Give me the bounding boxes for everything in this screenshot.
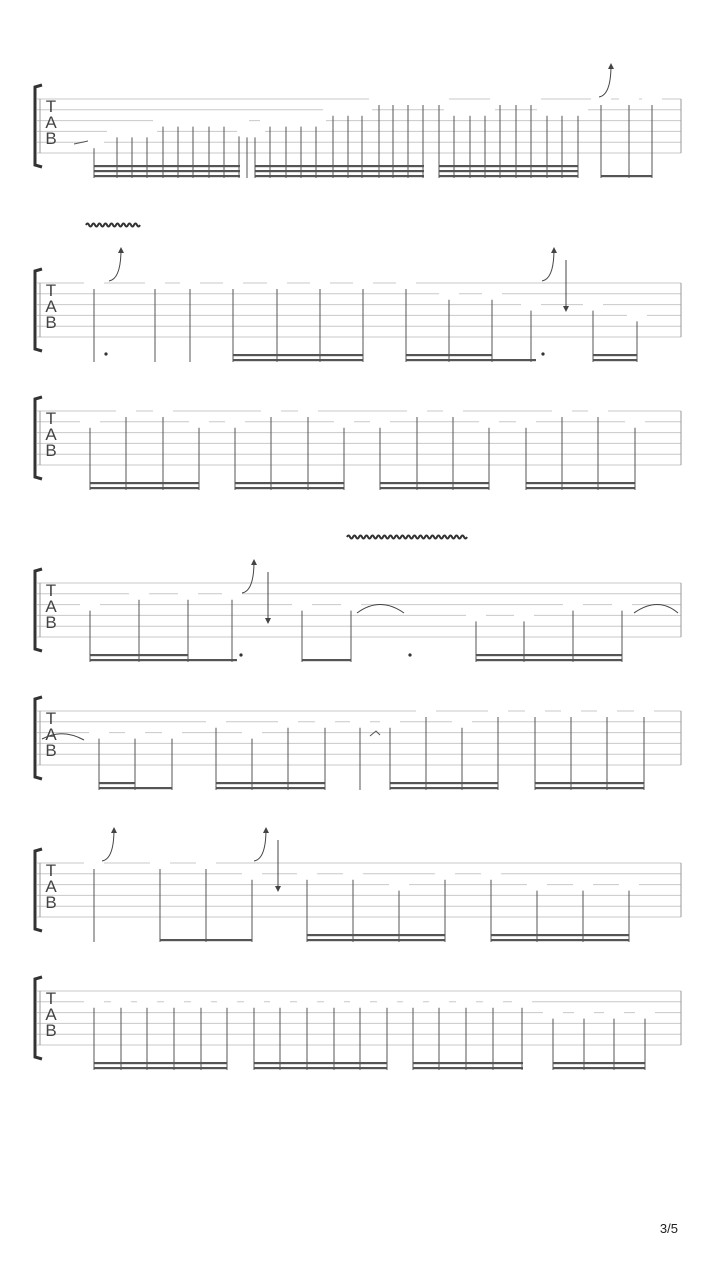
note-backdrop [407,405,427,416]
note-backdrop [242,868,262,879]
tab-clef-b: B [45,441,57,460]
tie-arc [634,605,678,614]
note-backdrop [178,588,198,599]
note-beam [94,1062,227,1064]
tab-clef-b: B [45,741,57,760]
note-backdrop [350,716,370,727]
tab-clef-a: A [45,425,57,444]
note-backdrop [84,996,104,1007]
note-backdrop [150,857,170,868]
note-backdrop [229,115,249,126]
bend-arrow [542,249,554,281]
note-backdrop [452,716,472,727]
note-beam [492,359,536,361]
note-backdrop [625,416,645,427]
note-backdrop [334,416,354,427]
note-beam [526,482,635,484]
note-backdrop [261,405,281,416]
note-beam [255,175,424,177]
note-beam [491,934,629,936]
note-backdrop [597,705,617,716]
note-backdrop [270,996,290,1007]
note-backdrop [483,996,503,1007]
note-backdrop [164,996,184,1007]
note-backdrop [292,599,312,610]
note-backdrop [145,277,165,288]
note-backdrop [116,405,136,416]
note-beam [90,482,199,484]
note-backdrop [466,609,486,620]
note-backdrop [310,277,330,288]
note-backdrop [278,716,298,727]
note-beam [90,487,199,489]
note-backdrop [627,309,647,320]
note-backdrop [634,705,654,716]
system-bracket [35,977,42,1059]
note-beam [439,175,578,177]
note-backdrop [481,868,501,879]
tab-clef-b: B [45,1021,57,1040]
note-backdrop [482,288,502,299]
rhythm-dot [541,352,544,355]
note-beam [90,654,188,656]
note-backdrop [456,996,476,1007]
tab-system [35,697,681,790]
note-backdrop [137,996,157,1007]
note-backdrop [583,299,603,310]
note-backdrop [521,299,541,310]
note-beam [439,165,578,167]
note-beam [216,787,325,789]
note-backdrop [162,727,182,738]
note-backdrop [525,705,545,716]
note-backdrop [521,93,541,104]
note-backdrop [341,599,361,610]
note-backdrop [591,93,611,104]
rhythm-dot [408,653,411,656]
note-backdrop [137,125,157,136]
note-backdrop [196,857,216,868]
note-backdrop [129,588,149,599]
system-bracket [35,397,42,479]
system-bracket [35,85,42,167]
note-beam [491,939,629,941]
release-arrow-head [563,306,569,312]
note-backdrop [380,716,400,727]
tab-clef-a: A [45,113,57,132]
note-backdrop [439,288,459,299]
note-beam [526,487,635,489]
note-backdrop [223,277,243,288]
note-backdrop [568,104,588,115]
note-backdrop [324,996,344,1007]
tab-system [35,559,681,662]
bend-arrow [599,65,611,97]
bend-arrow [242,561,254,593]
tab-clef-a: A [45,877,57,896]
tab-clef-t: T [45,409,57,428]
note-beam [99,787,135,789]
note-backdrop [443,405,463,416]
rhythm-dot [239,653,242,656]
note-backdrop [416,705,436,716]
note-backdrop [573,879,593,890]
note-backdrop [561,705,581,716]
note-backdrop [479,416,499,427]
tab-clef-b: B [45,313,57,332]
tie-arc [357,605,404,614]
tab-clef-t: T [45,581,57,600]
tab-clef-a: A [45,1005,57,1024]
note-backdrop [396,277,416,288]
note-backdrop [588,405,608,416]
note-backdrop [306,115,326,126]
note-backdrop [267,277,287,288]
tab-clef-t: T [45,97,57,116]
note-backdrop [84,857,104,868]
note-backdrop [389,879,409,890]
note-beam [254,1067,387,1069]
vibrato-mark [86,224,140,227]
tab-clef-a: A [45,725,57,744]
tab-system [35,63,681,178]
note-backdrop [429,996,449,1007]
note-backdrop [370,416,390,427]
note-backdrop [635,1007,655,1018]
note-backdrop [574,1007,594,1018]
tab-clef-b: B [45,893,57,912]
note-backdrop [343,868,363,879]
tab-clef-b: B [45,613,57,632]
note-backdrop [189,416,209,427]
note-beam [390,787,498,789]
note-beam [413,1062,523,1064]
release-arrow-head [275,886,281,892]
note-backdrop [125,727,145,738]
note-backdrop [242,727,262,738]
bend-arrow-head [263,827,269,833]
note-backdrop [244,996,264,1007]
note-beam [188,659,237,661]
note-backdrop [612,599,632,610]
note-backdrop [475,104,495,115]
note-backdrop [377,996,397,1007]
note-beam [380,482,489,484]
system-bracket [35,269,42,351]
note-backdrop [563,599,583,610]
note-beam [476,654,622,656]
page-number: 3/5 [659,1221,678,1236]
note-beam [94,175,240,177]
bend-arrow-head [608,63,614,69]
note-backdrop [217,996,237,1007]
note-backdrop [543,1007,563,1018]
vibrato-mark [347,536,467,539]
note-backdrop [352,104,372,115]
bend-arrow-head [111,827,117,833]
note-backdrop [403,996,423,1007]
note-backdrop [180,277,200,288]
bend-arrow-head [551,247,557,253]
tab-clef-t: T [45,709,57,728]
note-backdrop [552,405,572,416]
release-arrow-head [265,618,271,624]
system-bracket [35,697,42,779]
note-beam [406,354,492,356]
note-backdrop [153,405,173,416]
note-backdrop [514,609,534,620]
bend-arrow-head [118,247,124,253]
note-beam [601,175,652,177]
system-bracket [35,849,42,931]
note-backdrop [298,405,318,416]
note-beam [255,165,424,167]
slide-line [370,731,380,736]
note-backdrop [80,599,100,610]
note-beam [535,787,644,789]
tab-system [35,397,681,490]
note-beam [307,939,445,941]
note-backdrop [297,996,317,1007]
tab-clef-t: T [45,281,57,300]
note-backdrop [206,716,226,727]
bend-arrow [254,829,266,861]
note-backdrop [516,416,536,427]
note-beam [439,170,578,172]
note-beam [476,659,622,661]
note-backdrop [512,996,532,1007]
tab-clef-t: T [45,861,57,880]
note-beam [235,482,344,484]
note-beam [235,487,344,489]
note-beam [233,359,363,361]
note-backdrop [80,416,100,427]
note-beam [390,782,498,784]
note-beam [206,939,252,941]
note-backdrop [84,277,104,288]
note-backdrop [488,705,508,716]
note-backdrop [527,879,547,890]
note-backdrop [619,93,639,104]
note-beam [307,934,445,936]
system-bracket [35,569,42,651]
note-beam [94,165,240,167]
note-beam [135,787,172,789]
note-backdrop [429,93,449,104]
note-backdrop [89,727,109,738]
note-beam [94,170,240,172]
bend-arrow-head [251,559,257,565]
note-backdrop [222,588,242,599]
note-beam [90,659,188,661]
note-backdrop [111,996,131,1007]
note-beam [406,359,492,361]
note-beam [553,1062,645,1064]
note-beam [255,170,424,172]
tab-clef-a: A [45,597,57,616]
note-backdrop [225,416,245,427]
bend-arrow [109,249,121,281]
note-backdrop [619,879,639,890]
note-beam [593,354,637,356]
note-backdrop [315,716,335,727]
tab-system [35,827,681,942]
tab-clef-b: B [45,129,57,148]
note-beam [413,1067,523,1069]
note-beam [99,782,135,784]
note-backdrop [297,868,317,879]
note-backdrop [604,1007,624,1018]
note-beam [535,782,644,784]
tab-clef-t: T [45,989,57,1008]
note-beam [94,1067,227,1069]
note-beam [216,782,325,784]
note-beam [593,359,637,361]
note-backdrop [350,996,370,1007]
note-beam [160,939,206,941]
note-beam [254,1062,387,1064]
note-backdrop [353,277,373,288]
note-backdrop [191,996,211,1007]
rhythm-dot [104,352,107,355]
note-backdrop [642,93,662,104]
tab-system [35,977,681,1070]
note-beam [302,659,351,661]
tab-system [35,247,681,362]
note-backdrop [245,125,265,136]
note-beam [380,487,489,489]
tab-clef-a: A [45,297,57,316]
note-beam [233,354,363,356]
bend-arrow [102,829,114,861]
note-backdrop [435,868,455,879]
note-beam [553,1067,645,1069]
